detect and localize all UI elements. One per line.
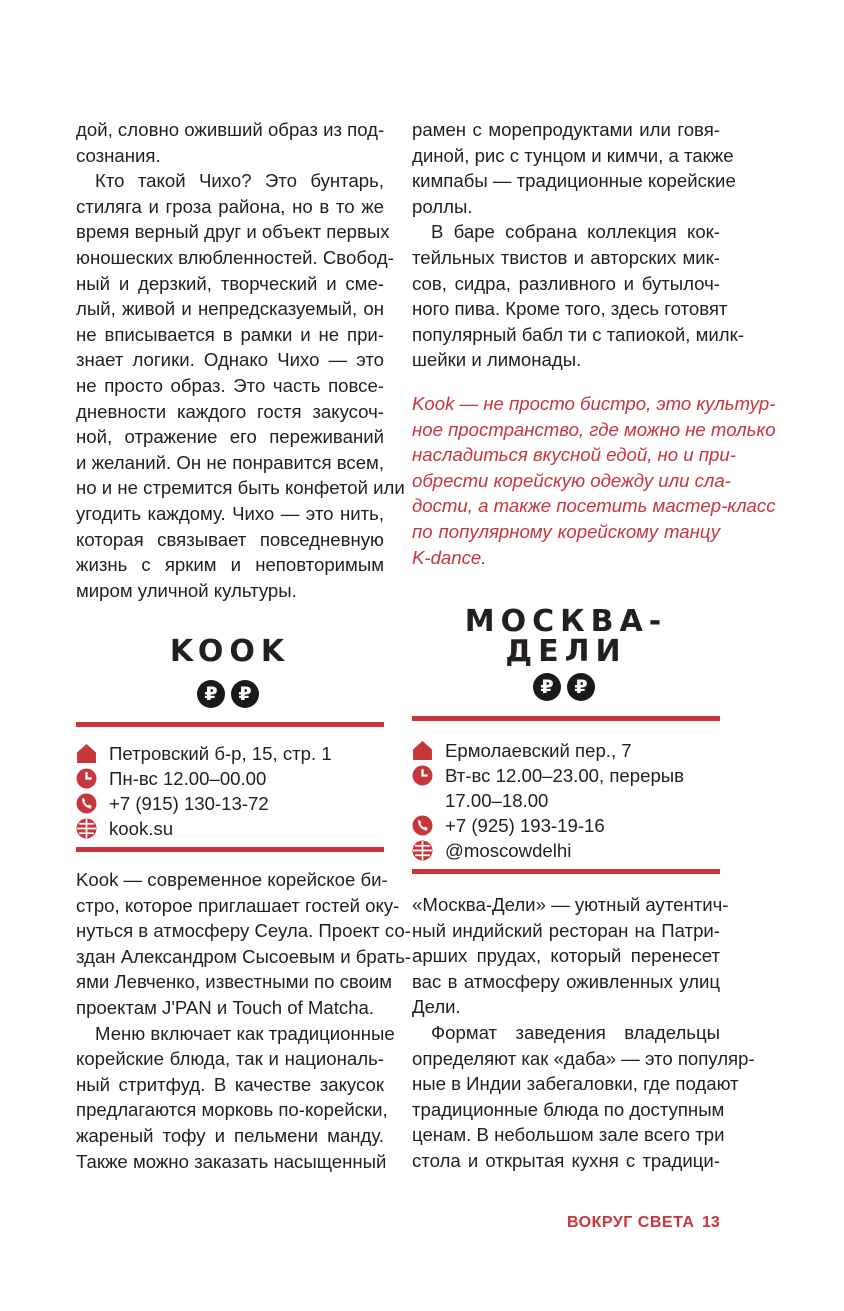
text-line: которая связывает повседневную xyxy=(76,528,384,550)
web-row xyxy=(412,838,720,863)
text-line: ные в Индии забегаловки, где подают xyxy=(412,1073,739,1095)
phone-icon xyxy=(412,815,433,836)
quote-line: по популярному корейскому танцу xyxy=(412,520,720,542)
web-row xyxy=(76,816,384,841)
text-line: лый, живой и непредсказуемый, он xyxy=(76,298,384,320)
text-line: Kook — современное корейское би- xyxy=(76,869,388,890)
quote-line: дости, а также посетить мастер-класс xyxy=(412,495,776,517)
text-line: ями Левченко, известными по своим xyxy=(76,971,393,993)
ruble-icon: ₽ xyxy=(533,673,561,701)
venue-info-kook xyxy=(76,741,384,841)
hours-line: 17.00–18.00 xyxy=(445,790,549,811)
text-line: знает логики. Однако Чихо — это xyxy=(76,349,384,371)
quote-line: обрести корейскую одежду или сла- xyxy=(412,469,731,491)
clock-icon xyxy=(412,765,433,786)
page-number: 13 xyxy=(702,1214,720,1231)
clock-icon xyxy=(76,768,97,789)
text-line: Также можно заказать насыщенный xyxy=(76,1150,387,1172)
text-line: тейльных твистов и авторских мик- xyxy=(412,246,720,268)
hours-line: Вт-вс 12.00–23.00, перерыв xyxy=(445,765,685,786)
text-line: «Москва-Дели» — уютный аутентич- xyxy=(412,894,729,915)
globe-icon xyxy=(412,840,433,861)
phone-row xyxy=(76,791,384,816)
text-line: арших прудах, который перенесет xyxy=(412,945,720,967)
hours-text: Пн-вс 12.00–00.00 xyxy=(109,768,267,789)
house-icon xyxy=(76,743,97,764)
address-text: Ермолаевский пер., 7 xyxy=(445,740,632,761)
running-footer-section: ВОКРУГ СВЕТА xyxy=(567,1214,695,1231)
globe-icon xyxy=(76,818,97,839)
text-line: сов, сидра, разливного и бутылоч- xyxy=(412,272,720,294)
venue-title-kook: KOOK xyxy=(169,634,291,669)
ruble-icon: ₽ xyxy=(567,673,595,701)
text-line: Формат заведения владельцы xyxy=(431,1021,720,1043)
text-line: Кто такой Чихо? Это бунтарь, xyxy=(95,170,384,192)
hours-row xyxy=(412,763,720,813)
text-line: диной, рис с тунцом и кимчи, а также xyxy=(412,144,734,166)
text-line: вас в атмосферу оживленных улиц xyxy=(412,970,720,992)
ruble-icon: ₽ xyxy=(197,680,225,708)
text-line: проектам J'PAN и Touch of Matcha. xyxy=(76,996,375,1018)
text-line: не вписывается в рамки и не при- xyxy=(76,323,384,345)
hours-row xyxy=(76,766,384,791)
text-line: жизнь с ярким и неповторимым xyxy=(76,554,384,576)
right-column-text xyxy=(412,117,744,373)
text-line: ценам. В небольшом зале всего три xyxy=(412,1124,725,1146)
text-line: дой, словно оживший образ из под- xyxy=(76,119,385,140)
text-line: нуться в атмосферу Сеула. Проект со- xyxy=(76,920,411,942)
text-line: традиционные блюда по доступным xyxy=(412,1098,725,1120)
text-line: ный стритфуд. В качестве закусок xyxy=(76,1073,384,1095)
text-line: угодить каждому. Чихо — это нить, xyxy=(76,502,384,524)
phone-text: +7 (925) 193-19-16 xyxy=(445,815,605,836)
text-line: жареный тофу и пельмени манду. xyxy=(76,1124,384,1146)
text-line: предлагаются морковь по-корейски, xyxy=(76,1099,388,1121)
divider xyxy=(76,847,384,852)
web-text: kook.su xyxy=(109,818,174,839)
text-line: ный индийский ресторан на Патри- xyxy=(412,919,720,941)
text-line: рамен с морепродуктами или говя- xyxy=(412,119,720,140)
text-line: здан Александром Сысоевым и брать- xyxy=(76,945,412,967)
venue-description-moscow-delhi xyxy=(412,892,755,1174)
text-line: миром уличной культуры. xyxy=(76,579,297,601)
pull-quote xyxy=(412,391,776,570)
text-line: кимпабы — традиционные корейские xyxy=(412,170,736,192)
venue-info-moscow-delhi xyxy=(412,738,720,863)
text-line: время верный друг и объект первых xyxy=(76,221,390,243)
text-line: стола и открытая кухня с традици- xyxy=(412,1149,720,1171)
text-line: Дели. xyxy=(412,996,461,1018)
text-line: В баре собрана коллекция кок- xyxy=(431,221,720,243)
web-text: @moscowdelhi xyxy=(445,840,572,861)
quote-line: K-dance. xyxy=(412,546,487,568)
text-line: корейские блюда, так и националь- xyxy=(76,1048,384,1070)
venue-title-line: МОСКВА- xyxy=(464,604,668,639)
text-line: стиляга и гроза района, но в то же xyxy=(76,195,384,217)
phone-icon xyxy=(76,793,97,814)
quote-line: Kook — не просто бистро, это культур- xyxy=(412,393,776,414)
quote-line: ное пространство, где можно не только xyxy=(412,418,776,440)
price-level xyxy=(533,673,595,701)
divider xyxy=(412,869,720,874)
phone-text: +7 (915) 130-13-72 xyxy=(109,793,269,814)
venue-title-moscow-delhi xyxy=(412,604,720,669)
ruble-icon: ₽ xyxy=(231,680,259,708)
phone-row xyxy=(412,813,720,838)
text-line: дневности каждого гостя закусоч- xyxy=(76,400,384,422)
text-line: стро, которое приглашает гостей оку- xyxy=(76,894,400,916)
price-level xyxy=(197,680,259,708)
text-line: Меню включает как традиционные xyxy=(95,1022,395,1044)
text-line: ной, отражение его переживаний xyxy=(76,426,384,448)
house-icon xyxy=(412,740,433,761)
address-text: Петровский б-р, 15, стр. 1 xyxy=(109,743,332,764)
divider xyxy=(412,716,720,721)
venue-title-line: ДЕЛИ xyxy=(505,634,627,669)
text-line: популярный бабл ти с тапиокой, милк- xyxy=(412,323,744,345)
text-line: ный и дерзкий, творческий и сме- xyxy=(76,272,384,294)
hours-text xyxy=(445,763,684,813)
left-column-text xyxy=(76,117,405,603)
text-line: и желаний. Он не понравится всем, xyxy=(76,451,384,473)
text-line: сознания. xyxy=(76,144,161,166)
address-row xyxy=(412,738,720,763)
address-row xyxy=(76,741,384,766)
divider xyxy=(76,722,384,727)
text-line: шейки и лимонады. xyxy=(412,349,582,371)
text-line: но и не стремится быть конфетой или xyxy=(76,477,405,499)
quote-line: насладиться вкусной едой, но и при- xyxy=(412,444,736,466)
text-line: определяют как «даба» — это популяр- xyxy=(412,1047,755,1069)
text-line: ного пива. Кроме того, здесь готовят xyxy=(412,298,728,320)
text-line: юношеских влюбленностей. Свобод- xyxy=(76,246,394,268)
text-line: не просто образ. Это часть повсе- xyxy=(76,374,384,396)
text-line: роллы. xyxy=(412,195,473,217)
venue-description-kook xyxy=(76,867,412,1174)
